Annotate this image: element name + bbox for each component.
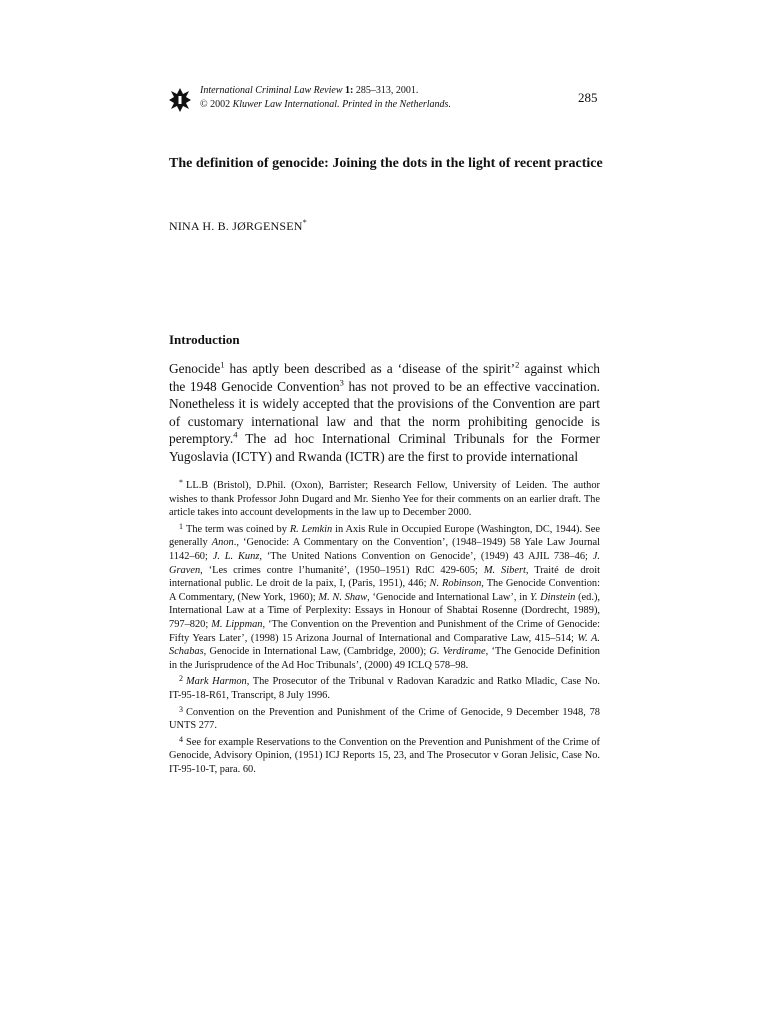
footnote (169, 520, 600, 673)
author-footnote-mark: * (302, 218, 307, 227)
cited-author: J. Graven (169, 550, 601, 576)
footnotes (169, 476, 600, 776)
footnote (169, 476, 600, 520)
cited-author: Mark Harmon (186, 676, 247, 688)
journal-line-1 (200, 84, 451, 98)
footnote-mark: * (179, 478, 183, 487)
text-run: , ‘The Convention on the Prevention and Punishment of the Crime of Genocide: Fifty Years Later’, (1998) 15 Arizona Journal of International and Comparative Law, 415–514; (169, 618, 600, 644)
footnote (169, 703, 600, 733)
journal-pages: 285–313, 2001. (355, 85, 419, 96)
text-run: against which the 1948 Genocide Convention (169, 361, 600, 394)
footnote-mark: 3 (179, 704, 183, 714)
cited-author: R. Lemkin (289, 523, 333, 535)
text-run: LL.B (Bristol), D.Phil. (Oxon), Barrister; Research Fellow, University of Leiden. The author wishes to thank Professor John Dugard and Mr. Sienho Yee for their comments on an earlier draft. The article takes into account developments in the law up to December 2000. (169, 480, 600, 519)
cited-author: M. N. Shaw (318, 591, 368, 603)
text-run: , Traité de droit international public. Le droit de la paix, I, (Paris, 1951), 446; (169, 564, 601, 590)
footnote-mark: 4 (179, 734, 183, 744)
printed-location: Printed in the Netherlands. (342, 98, 451, 110)
footnote (169, 733, 600, 777)
cited-author: M. Sibert (483, 564, 526, 576)
footnote-reference[interactable]: 4 (233, 429, 238, 440)
text-run: has aptly been described as a ‘disease of the spirit’ (224, 361, 516, 376)
section-heading: Introduction (169, 332, 240, 347)
text-run: The ad hoc International Criminal Tribunals for the Former Yugoslavia (ICTY) and Rwanda (ICTR) are the first to provide international (169, 431, 600, 464)
cited-author: N. Robinson (429, 578, 482, 590)
journal-citation (200, 84, 451, 111)
article-title: The definition of genocide: Joining the dots in the light of recent practice (169, 156, 603, 171)
journal-name: International Criminal Law Review (200, 85, 343, 96)
text-run: Convention on the Prevention and Punishment of the Crime of Genocide, 9 December 1948, 78 UNTS 277. (169, 706, 600, 732)
text-run: in Axis Rule in Occupied Europe (Washington, DC, 1944). See generally (169, 523, 600, 549)
cited-author: Y. Dinstein (530, 591, 576, 603)
cited-author: W. A. Schabas (169, 632, 601, 658)
footnote-reference[interactable]: 2 (515, 359, 520, 370)
footnote-reference[interactable]: 1 (220, 359, 225, 370)
text-run: ., ‘Genocide: A Commentary on the Convention’, (1948–1949) 58 Yale Law Journal 1142–60; (169, 537, 600, 562)
page-number: 285 (578, 90, 598, 105)
text-run: The term was coined by (186, 523, 290, 535)
cited-author: M. Lippman (211, 618, 263, 630)
footnote (169, 672, 600, 702)
cited-author: J. L. Kunz (212, 550, 260, 562)
text-run: , ‘Les crimes contre l’humanité’, (1950–1951) RdC 429-605; (200, 564, 484, 576)
publisher-name: Kluwer Law International. (232, 98, 340, 110)
text-run: , ‘The United Nations Convention on Genocide’, (1949) 43 AJIL 738–46; (259, 550, 593, 562)
footnote-reference[interactable]: 3 (339, 377, 344, 388)
cited-author: G. Verdirame (429, 646, 486, 658)
text-run: , ‘The Genocide Definition in the Jurisprudence of the Ad Hoc Tribunals’, (2000) 49 ICLQ 578–98. (169, 646, 600, 671)
text-run: See for example Reservations to the Convention on the Prevention and Punishment of the Crime of Genocide, Advisory Opinion, (1951) ICJ Reports 15, 23, and The Prosecutor v Goran Jelisic, Case No. IT-95-10-T, para. 60. (169, 736, 600, 775)
body-paragraph (169, 360, 600, 465)
copyright-year: © 2002 (200, 98, 231, 110)
text-run: (ed.), International Law at a Time of Perplexity: Essays in Honour of Shabtai Rosenne (Dordrecht, 1989), 797–820; (169, 591, 601, 630)
text-run: has not proved to be an effective vaccination. Nonetheless it is widely accepted that the provisions of the Convention are part of customary international law and that the norm prohibiting genocide is peremptory. (169, 378, 600, 446)
footnote-mark: 2 (179, 674, 183, 684)
author-name (169, 218, 307, 234)
text-run: Genocide (169, 361, 221, 376)
journal-line-2 (200, 98, 451, 112)
text-run: , ‘Genocide and International Law’, in (367, 591, 531, 603)
text-run: , Genocide in International Law, (Cambridge, 2000); (203, 646, 430, 658)
text-run: , The Prosecutor of the Tribunal v Radovan Karadzic and Ratko Mladic, Case No. IT-95-18-R61, Transcript, 8 July 1996. (169, 676, 600, 701)
text-run: , The Genocide Convention: A Commentary, (New York, 1960); (169, 578, 601, 603)
publisher-logo-icon (169, 86, 191, 114)
journal-volume: 1: (345, 85, 354, 96)
author-text: NINA H. B. JØRGENSEN (169, 219, 303, 233)
cited-author: Anon (211, 537, 234, 549)
footnote-mark: 1 (179, 521, 183, 531)
